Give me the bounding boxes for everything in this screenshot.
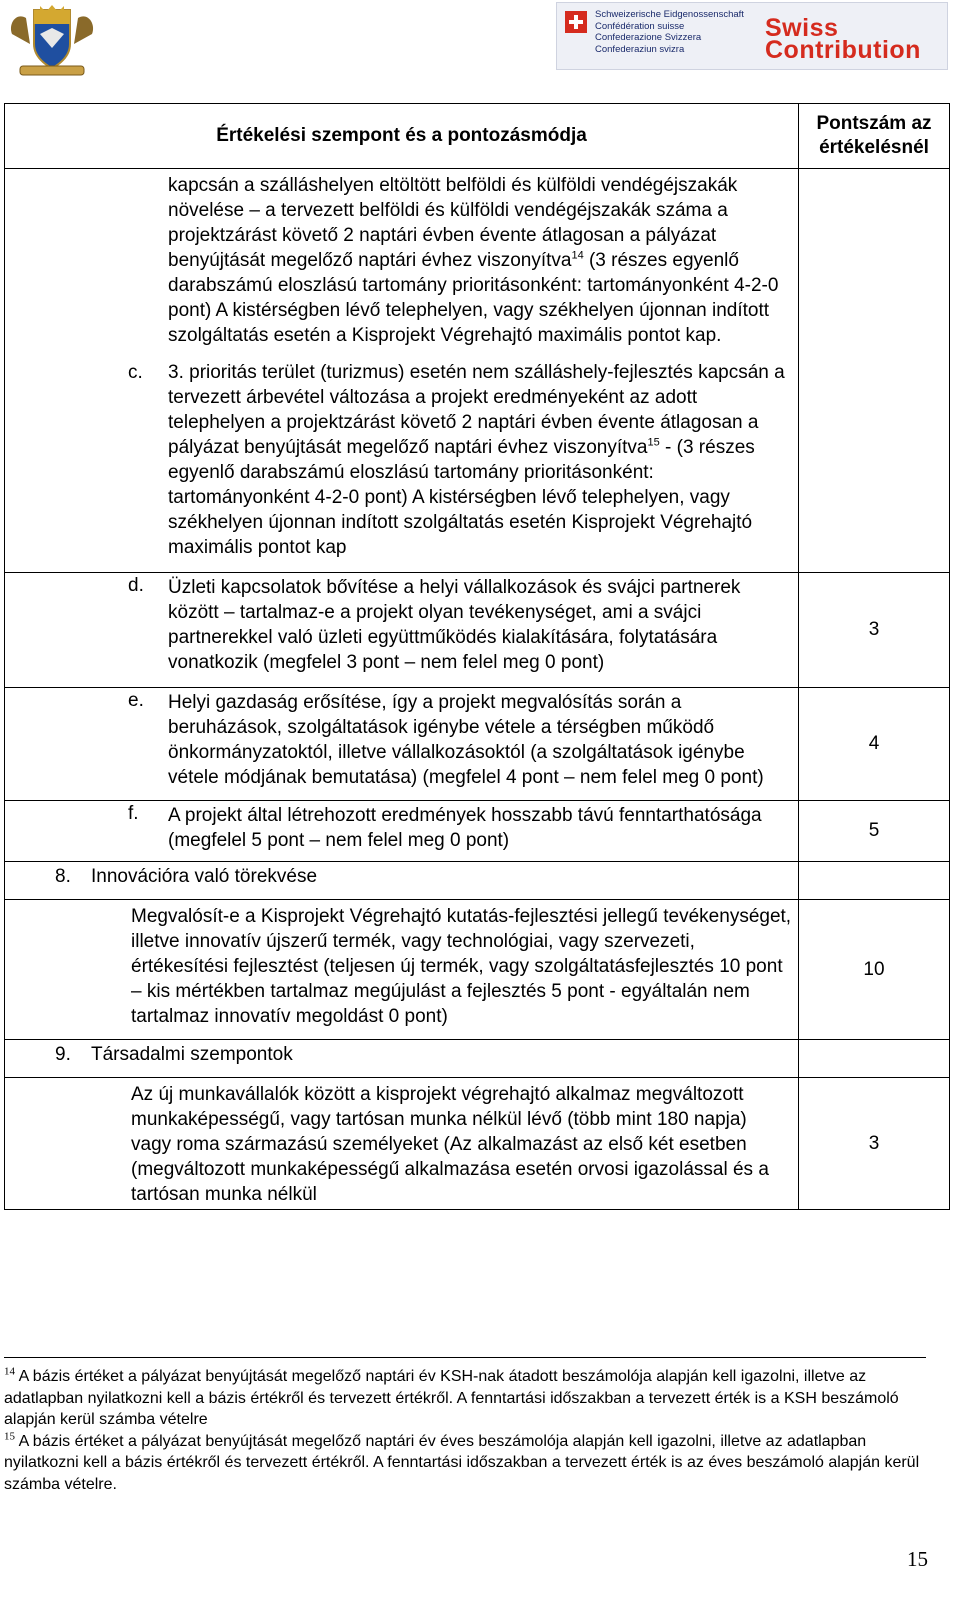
continuation-text: kapcsán a szálláshelyen eltöltött belföldi és külföldi vendégéjszakák növelése – a tervezett belföldi és külföldi vendégéjszakák száma a projektzárást követő 2 naptári évben évente átlagosan a pályázat benyújtását megelőző naptári évhez viszonyítva$^{14}$ (3 részes egyenlő darabszámú eloszlású tartomány prioritásonként: tartományonként 4-2-0 pont) A kistérségben lévő telephelyen, vagy székhelyen újonnan indított szolgáltatás esetén a Kisprojekt Végrehajtó maximális pontot kap.: [168, 175, 779, 346]
table-row: [5, 573, 950, 688]
header-score: Pontszám az értékelésnél: [799, 104, 950, 169]
list-item-e: e. Helyi gazdaság erősítése, így a projekt megvalósítás során a beruházások, szolgáltatások igénybe vétele a térségben működő önkormányzatoktól, illetve vállalkozásoktól (a szolgáltatások igénybe vétele módjának bemutatása) (megfelel 4 pont – nem felel meg 0 pont): [128, 690, 764, 788]
header-criteria: Értékelési szempont és a pontozásmódja: [5, 104, 799, 169]
county-crest-logo: [6, 4, 98, 78]
item-label: d.: [128, 575, 144, 596]
section-8-text: Megvalósít-e a Kisprojekt Végrehajtó kutatás-fejlesztési jellegű tevékenységet, illetve innovatív újszerű termék, vagy technológiai, vagy szervezeti, értékesítési fejlesztést (teljesen új termék, vagy szolgáltatásfejlesztés 10 pont – kis mértékben tartalmaz megújulást a fejlesztés 5 pont - egyáltalán nem tartalmaz innovatív megoldást 0 pont): [131, 906, 792, 1027]
score-cell: 3: [799, 573, 950, 688]
score-cell: 3: [799, 1078, 950, 1210]
swiss-line-3: Confederazione Svizzera: [595, 32, 702, 43]
footnote-ref-14: 14: [571, 249, 584, 262]
footnote-separator: [4, 1357, 926, 1358]
swiss-flag-icon: [565, 11, 587, 33]
item-label: e.: [128, 690, 144, 711]
list-item-d: d. Üzleti kapcsolatok bővítése a helyi vállalkozások és svájci partnerek között – tartalmaz-e a projekt olyan tevékenységet, ami a svájci partnerekkel való üzleti együttműködés kialakítására, folytatására vonatkozik (megfelel 3 pont – nem felel meg 0 pont): [128, 575, 741, 673]
score-cell: [799, 169, 950, 573]
table-row: [5, 169, 950, 573]
swiss-line-1: Schweizerische Eidgenossenschaft: [595, 9, 744, 20]
table-header-row: [5, 104, 950, 169]
list-item-c: c. 3. prioritás terület (turizmus) esetén nem szálláshely-fejlesztés kapcsán a tervezett árbevétel változása a projekt eredményeként az adott telephelyen a projektzárást követő 2 naptári évben évente átlagosan a pályázat benyújtását megelőző naptári évhez viszonyítva$^{15}$ - (3 részes egyenlő darabszámú eloszlású tartomány prioritásonként: tartományonként 4-2-0 pont) A kistérségben lévő telephelyen, vagy székhelyen újonnan indított szolgáltatás esetén Kisprojekt Végrehajtó maximális pontot kap: [128, 362, 785, 558]
table-row: [5, 801, 950, 862]
criteria-table: [4, 103, 950, 1210]
section-9-heading: 9. Társadalmi szempontok: [55, 1044, 293, 1065]
table-row: [5, 1040, 950, 1078]
list-item-f: f. A projekt által létrehozott eredmények hosszabb távú fenntarthatósága (megfelel 5 pont – nem felel meg 0 pont): [128, 803, 762, 851]
table-row: [5, 688, 950, 801]
footnotes: [4, 1366, 930, 1495]
score-cell: [799, 862, 950, 900]
brand-line-2: Contribution: [765, 36, 921, 64]
page-number: 15: [907, 1547, 928, 1571]
footnote-15: $^{15}$ A bázis értéket a pályázat benyújtását megelőző naptári év éves beszámolója alapján kell igazolni, illetve az adatlapban nyilatkozni kell a bázis értékről és tervezett értékről. A fenntartási időszakban a tervezett érték is az éves beszámoló alapján kerül számba vételre.: [4, 1430, 920, 1493]
footnote-14: $^{14}$ A bázis értéket a pályázat benyújtását megelőző naptári év KSH-nak átadott beszámolója alapján kell igazolni, illetve az adatlapban nyilatkozni kell a bázis értékről és tervezett értékről. A fenntartási időszakban a tervezett érték is a KSH beszámoló alapján kerül számba vételre: [4, 1365, 899, 1428]
section-8-heading: 8. Innovációra való törekvése: [55, 866, 318, 887]
score-cell: 4: [799, 688, 950, 801]
table-row: [5, 862, 950, 900]
item-label: f.: [128, 803, 139, 824]
score-cell: 5: [799, 801, 950, 862]
brand-line-1: Swiss: [765, 14, 839, 42]
score-cell: [799, 1040, 950, 1078]
swiss-line-2: Confédération suisse: [595, 20, 685, 32]
swiss-contribution-logo: [556, 2, 948, 70]
table-row: [5, 1078, 950, 1210]
table-row: [5, 900, 950, 1040]
section-9-text: Az új munkavállalók között a kisprojekt végrehajtó alkalmaz megváltozott munkaképességű, vagy tartósan munka nélkül lévő (több mint 180 napja) vagy roma származású személyeket (Az alkalmazást az első két esetben (megváltozott munkaképességű alkalmazása esetén orvosi igazolással és a tartósan munka nélkül: [131, 1084, 769, 1205]
score-cell: 10: [799, 900, 950, 1040]
footnote-ref-15: 15: [647, 436, 660, 449]
swiss-line-4: Confederaziun svizra: [595, 43, 685, 55]
item-label: c.: [128, 362, 143, 383]
